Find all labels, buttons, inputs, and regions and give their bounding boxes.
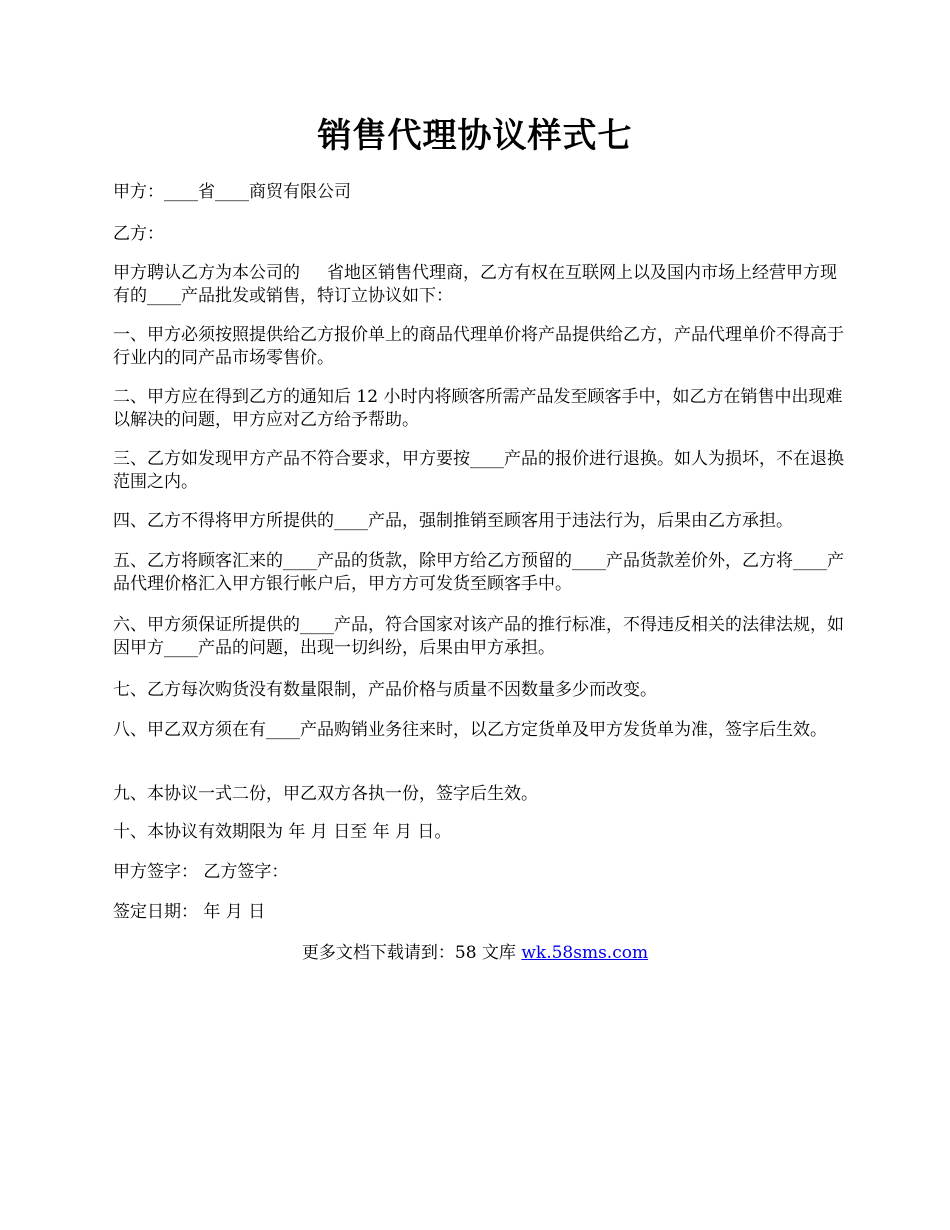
clause-1: 一、甲方必须按照提供给乙方报价单上的商品代理单价将产品提供给乙方，产品代理单价不得高于行业内的同产品市场零售价。 bbox=[113, 325, 844, 368]
footer-text: 更多文档下载请到：58 文库 bbox=[301, 943, 522, 963]
footer bbox=[0, 942, 950, 965]
clause-7: 七、乙方每次购货没有数量限制，产品价格与质量不因数量多少而改变。 bbox=[113, 680, 657, 700]
clause-5: 五、乙方将顾客汇来的____产品的货款，除甲方给乙方预留的____产品货款差价外，乙方将____产品代理价格汇入甲方银行帐户后，甲方方可发货至顾客手中。 bbox=[113, 551, 844, 594]
intro-paragraph: 甲方聘认乙方为本公司的 省地区销售代理商，乙方有权在互联网上以及国内市场上经营甲方现有的____产品批发或销售，特订立协议如下： bbox=[113, 263, 838, 306]
party-a-line: 甲方：____省____商贸有限公司 bbox=[113, 182, 351, 202]
footer-link[interactable]: wk.58sms.com bbox=[521, 943, 649, 963]
clause-10: 十、本协议有效期限为 年 月 日至 年 月 日。 bbox=[113, 822, 452, 842]
clause-2: 二、甲方应在得到乙方的通知后 12 小时内将顾客所需产品发至顾客手中，如乙方在销售中出现难以解决的问题，甲方应对乙方给予帮助。 bbox=[113, 387, 843, 430]
clause-8: 八、甲乙双方须在有____产品购销业务往来时，以乙方定货单及甲方发货单为准，签字后生效。 bbox=[113, 720, 827, 740]
document-title: 销售代理协议样式七 bbox=[317, 116, 633, 156]
signature-line: 甲方签字： 乙方签字： bbox=[113, 862, 289, 882]
clause-6: 六、甲方须保证所提供的____产品，符合国家对该产品的推行标准，不得违反相关的法律法规，如因甲方____产品的问题，出现一切纠纷，后果由甲方承担。 bbox=[113, 615, 844, 658]
signing-date-line: 签定日期： 年 月 日 bbox=[113, 902, 266, 922]
clause-9: 九、本协议一式二份，甲乙双方各执一份，签字后生效。 bbox=[113, 784, 538, 804]
clause-3: 三、乙方如发现甲方产品不符合要求，甲方要按____产品的报价进行退换。如人为损坏，不在退换范围之内。 bbox=[113, 449, 844, 492]
clause-4: 四、乙方不得将甲方所提供的____产品，强制推销至顾客用于违法行为，后果由乙方承担。 bbox=[113, 511, 793, 531]
party-b-line: 乙方： bbox=[113, 224, 164, 244]
